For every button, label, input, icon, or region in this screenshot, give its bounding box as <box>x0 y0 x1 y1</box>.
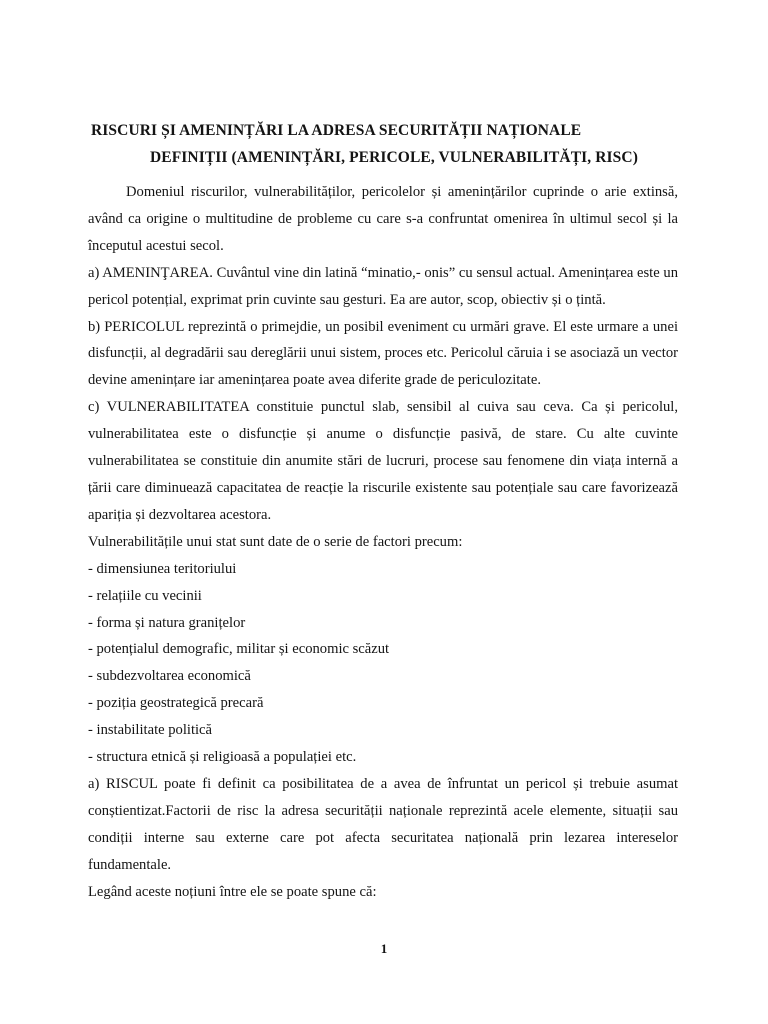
document-title: RISCURI ȘI AMENINȚĂRI LA ADRESA SECURITĂȚII NAȚIONALE <box>91 122 582 139</box>
document-body <box>88 179 678 905</box>
intro-paragraph: Domeniul riscurilor, vulnerabilităților, pericolelor și amenințărilor cuprinde o arie extinsă, având ca origine o multitudine de probleme cu care s-a confruntat omenirea în ultimul secol și la începutul acestui secol. <box>88 184 678 254</box>
list-item: - structura etnică și religioasă a populației etc. <box>88 749 357 766</box>
list-item: - instabilitate politică <box>88 722 213 739</box>
list-item: - subdezvoltarea economică <box>88 668 251 685</box>
list-item: - potențialul demografic, militar și economic scăzut <box>88 641 390 658</box>
factors-list <box>88 556 678 771</box>
list-item: - poziția geostrategică precară <box>88 695 264 712</box>
list-item: - forma și natura granițelor <box>88 614 246 631</box>
closing-paragraph: Legând aceste noțiuni între ele se poate spune că: <box>88 883 377 900</box>
document-subtitle: DEFINIȚII (AMENINȚĂRI, PERICOLE, VULNERABILITĂȚI, RISC) <box>150 149 638 166</box>
vulnerabilitatea-paragraph: c) VULNERABILITATEA constituie punctul slab, sensibil al cuiva sau ceva. Ca și pericolul, vulnerabilitatea este o disfuncție și anume o disfuncție pasivă, de stare. Cu alte cuvinte vulnerabilitatea se constituie din anumite stări de lucruri, procese sau fenomene din viața internă a țării care diminuează capacitatea de reacție la riscurile existente sau potențiale sau care favorizează apariția și dezvoltarea acestora. <box>88 399 678 523</box>
riscul-paragraph: a) RISCUL poate fi definit ca posibilitatea de a avea de înfruntat un pericol și trebuie asumat conștientizat.Factorii de risc la adresa securității naționale reprezintă acele elemente, situații sau condiții interne sau externe care pot afecta securitatea națională prin lezarea intereselor fundamentale. <box>88 775 678 873</box>
list-item: - relațiile cu vecinii <box>88 587 202 604</box>
pericolul-paragraph: b) PERICOLUL reprezintă o primejdie, un posibil eveniment cu urmări grave. El este urmare a unei disfuncții, al degradării sau dereglării unui sistem, proces etc. Pericolul căruia i se asociază un vector devine amenințare iar amenințarea poate avea diferite grade de periculozitate. <box>88 318 678 389</box>
amenintarea-paragraph: a) AMENINŢAREA. Cuvântul vine din latină “minatio,- onis” cu sensul actual. Amenințarea este un pericol potențial, exprimat prin cuvinte sau gesturi. Ea are autor, scop, obiectiv și o țintă. <box>88 264 678 308</box>
page-number: 1 <box>380 941 388 956</box>
list-item: - dimensiunea teritoriului <box>88 560 237 577</box>
factors-intro: Vulnerabilitățile unui stat sunt date de o serie de factori precum: <box>88 533 463 550</box>
